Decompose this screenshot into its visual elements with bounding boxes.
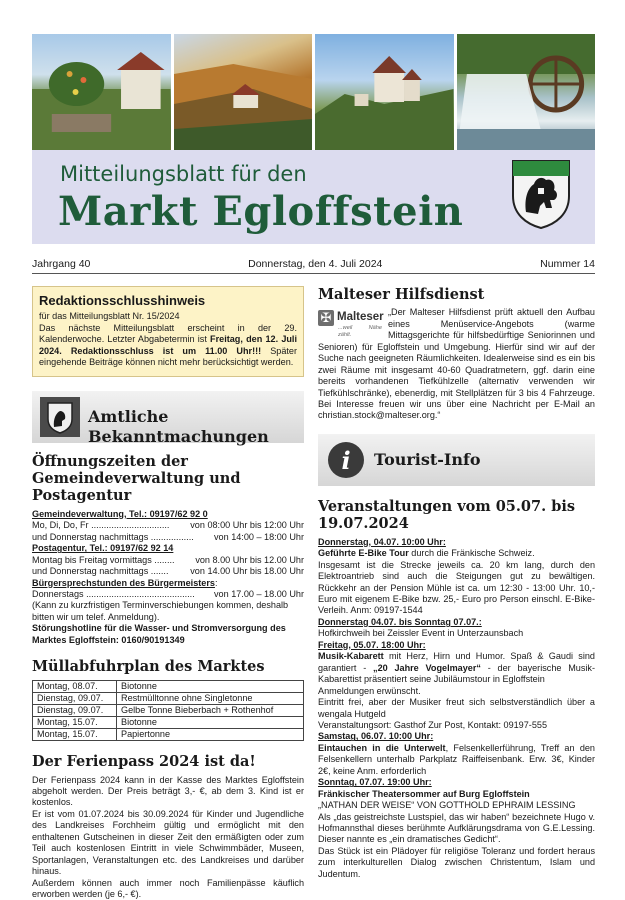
- svg-text:i: i: [341, 445, 351, 475]
- malteser-logo: [318, 308, 384, 339]
- waste-type: Biotonne: [117, 680, 304, 692]
- waste-date: Dienstag, 09.07.: [33, 692, 117, 704]
- event-1-text: Insgesamt ist die Strecke jeweils ca. 20 km lang, durch den Elektroantrieb sind auch die Steigungen gut zu bewältigen. Rückkehr an der Pension Mühle ist ca. um 12:30 - 13:00 Uhr. 10,- Euro mit eigenem E-Bike bzw. 25,- Euro pro Person einschl. E-Bike-Verleih. Anm: 09197-1544: [318, 559, 595, 616]
- bm-label-text: Bürgersprechstunden des Bürgermeisters: [32, 577, 215, 588]
- photo-waterwheel: [457, 34, 596, 150]
- waste-plan-title: Müllabfuhrplan des Marktes: [32, 658, 265, 676]
- bm-label: [32, 578, 304, 589]
- event-2-text: Hofkirchweih bei Zeissler Event in Unterzaunsbach: [318, 628, 524, 639]
- gv-row-1: [32, 520, 304, 531]
- table-row: [33, 680, 304, 692]
- event-4-text: [318, 743, 595, 777]
- waste-type: Biotonne: [117, 716, 304, 728]
- bm-row-hours: von 17.00 – 18.00 Uhr: [214, 588, 304, 599]
- malteser-logo-name: Malteser: [337, 311, 384, 324]
- masthead-title: Markt Egloffstein: [58, 188, 464, 235]
- event-5-date: Sonntag, 07.07. 19:00 Uhr:: [318, 777, 432, 788]
- ferienpass-title: Der Ferienpass 2024 ist da!: [32, 753, 256, 771]
- malteser-logo-tagline: ...weil Nähe zählt.: [338, 325, 382, 339]
- bm-note: (Kann zu kurzfristigen Terminverschiebungen kommen, deshalb bitten wir um telef. Anmeldung).: [32, 600, 289, 622]
- malteser-article: [318, 307, 595, 422]
- event-1-date: Donnerstag, 04.07. 10:00 Uhr:: [318, 536, 446, 547]
- malteser-text: „Der Malteser Hilfsdienst prüft aktuell den Aufbau eines Menüservice-Angebots (warme Mittagsgerichte für hilfsbedürftige Seniorinnen und Senioren) für Egloffstein und Umgebung. Hierfür sind wir auf der Suche nach geeigneten Räumlichkeiten. Idealerweise sind es ein bis zwei Räume mit insgesamt 40-60 Quadratmetern, ggf. darin eine bereits vorhandenen Tiefkühlzelle (alternativ verwenden wir Tiefkühlschränke), ebenerdig, mit Stellplätzen für 3 bis 4 Fahrzeuge. Bei Interesse freuen wir uns über eine Nachricht per E-Mail an christian.stock@malteser.org.“: [318, 307, 595, 421]
- table-row: [33, 704, 304, 716]
- event-1-head: [318, 548, 595, 559]
- pa-row-2: [32, 566, 304, 577]
- gv-row-1-hours: von 08:00 Uhr bis 12:00 Uhr: [190, 520, 304, 531]
- header-photo-strip: [32, 34, 595, 150]
- waste-date: Montag, 15.07.: [33, 716, 117, 728]
- table-row: [33, 729, 304, 741]
- waste-date: Montag, 15.07.: [33, 729, 117, 741]
- issue-number: Nummer 14: [540, 258, 595, 270]
- table-row: [33, 692, 304, 704]
- waste-date: Dienstag, 09.07.: [33, 704, 117, 716]
- gv-row-2-days: und Donnerstag nachmittags .................: [32, 531, 194, 542]
- info-icon: [326, 440, 366, 480]
- amtliche-title: Amtliche Bekanntmachungen: [88, 406, 269, 446]
- pa-row-1: [32, 555, 304, 566]
- events-title: Veranstaltungen vom 05.07. bis 19.07.2024: [318, 497, 576, 533]
- deadline-text: [39, 323, 297, 369]
- event-4-text-body: , Felsenkellerführung, Treff an den Felsenkellern unterhalb Parkplatz Raiffeisenbank. Erw. 3€, Kinder 2€, keine Anm. erforderlich: [318, 742, 595, 776]
- ferienpass-p2: Er ist vom 01.07.2024 bis 30.09.2024 für Kinder und Jugendliche des Landkreises Forchheim gültig und ermöglicht mit den enthaltenen Gutscheinen in dieser Zeit den ermäßigten oder zum Teil auch kostenlosen Eintritt in viele Schwimmbäder, Museen, Sportanlagen, Veranstaltungen etc. des Landkreises und darüber hinaus.: [32, 808, 304, 877]
- pa-row-1-days: Montag bis Freitag vormittags ........: [32, 554, 175, 565]
- ferienpass-p1: Der Ferienpass 2024 kann in der Kasse des Marktes Egloffstein abgeholt werden. Der Preis beträgt 3,- €, ab dem 3. Kind ist er kostenlos.: [32, 774, 304, 808]
- event-3-quote: „20 Jahre Vogelmayer“: [373, 662, 481, 673]
- issue-volume: Jahrgang 40: [32, 258, 91, 270]
- masthead-banner: [32, 150, 595, 244]
- bm-row: [32, 589, 304, 600]
- event-4-title: Eintauchen in die Unterwelt: [318, 742, 446, 753]
- event-1-title: Geführte E-Bike Tour: [318, 548, 409, 559]
- event-4-date: Samstag, 06.07. 10:00 Uhr:: [318, 731, 434, 742]
- deadline-text-a: Das nächste Mitteilungsblatt erscheint in der 29. Kalenderwoche. Letzter Abgabetermin ist: [39, 322, 297, 345]
- waste-plan-table: [32, 680, 304, 741]
- maltese-cross-icon: ✠: [318, 310, 334, 326]
- event-3-venue: Veranstaltungsort: Gasthof Zur Post, Kontakt: 09197-555: [318, 719, 547, 730]
- event-3-date: Freitag, 05.07. 18:00 Uhr:: [318, 639, 426, 650]
- deadline-subtitle: für das Mitteilungsblatt Nr. 15/2024: [39, 311, 180, 322]
- issue-meta: [32, 258, 595, 274]
- event-3-title: Musik-Kabarett: [318, 651, 384, 662]
- malteser-title: Malteser Hilfsdienst: [318, 286, 485, 303]
- bm-row-days: Donnerstags ...........................................: [32, 588, 195, 599]
- event-5-text-b: Das Stück ist ein Plädoyer für religiöse Toleranz und fordert heraus zum interkulturellen Dialog zwischen Christentum, Islam und Judentum.: [318, 845, 595, 879]
- photo-autumn-valley: [174, 34, 313, 150]
- pa-row-1-hours: von 8.00 Uhr bis 12.00 Uhr: [195, 554, 304, 565]
- amtliche-section-band: [32, 391, 304, 446]
- left-column: [32, 286, 304, 900]
- gv-row-2: [32, 532, 304, 543]
- deadline-notice-box: [32, 286, 304, 377]
- tourist-title: Tourist-Info: [374, 449, 481, 469]
- deadline-text-d: Später eingehende Beiträge können nicht mehr berücksichtigt werden.: [39, 345, 297, 368]
- masthead-subtitle: Mitteilungsblatt für den: [60, 162, 307, 186]
- event-3-registration: Anmeldungen erwünscht.: [318, 685, 421, 696]
- ferienpass-p3: Außerdem können auch immer noch Familienpässe käuflich erworben werden (je 6,- €).: [32, 877, 304, 900]
- event-1-title-rest: durch die Fränkische Schweiz.: [408, 548, 535, 559]
- waste-type: Gelbe Tonne Bieberbach + Rothenhof: [117, 704, 304, 716]
- event-2-date: Donnerstag 04.07. bis Sonntag 07.07.:: [318, 616, 482, 627]
- pa-phone-label: Postagentur, Tel.: 09197/62 92 14: [32, 543, 174, 554]
- gv-row-2-hours: von 14:00 – 18:00 Uhr: [214, 531, 304, 542]
- waste-type: Papiertonne: [117, 729, 304, 741]
- event-3-text-a: mit Herz, Hirn und Humor. Spaß & Gaudi sind garantiert -: [318, 651, 595, 673]
- deadline-title: Redaktionsschlusshinweis: [39, 293, 206, 308]
- photo-easter-fountain: [32, 34, 171, 150]
- gv-phone-label: Gemeindeverwaltung, Tel.: 09197/62 92 0: [32, 508, 208, 519]
- table-row: [33, 716, 304, 728]
- waste-type: Restmülltonne ohne Singletonne: [117, 692, 304, 704]
- waste-date: Montag, 08.07.: [33, 680, 117, 692]
- pa-row-2-days: und Donnerstag nachmittags .......: [32, 566, 169, 577]
- event-5-text-a: Als „das geistreichste Lustspiel, das wir haben“ bezeichnete Hugo v. Hofmannsthal dieses berühmte Aufklärungsdrama von G.E.Lessing. Dieser nannte es „ein dramatisches Gedicht“.: [318, 811, 595, 845]
- event-5-title: Fränkischer Theatersommer auf Burg Egloffstein: [318, 788, 530, 799]
- gv-row-1-days: Mo, Di, Do, Fr ...............................: [32, 520, 170, 531]
- event-3-text-b: - der bayerische Musik-Kabarettist präsentiert seine Jubiläumstour in Egloffstein: [318, 662, 595, 685]
- coat-of-arms-small-icon: [40, 397, 80, 437]
- bm-label-colon: :: [214, 577, 218, 588]
- deadline-date: Freitag, den 12. Juli 2024.: [39, 334, 297, 356]
- deadline-time: Redaktionsschluss ist um 11.00 Uhr!!!: [70, 345, 262, 356]
- event-3-admission: Eintritt frei, aber der Musiker freut sich selbstverständlich über a wengala Hutgeld: [318, 697, 595, 719]
- coat-of-arms-icon: [510, 158, 572, 230]
- hotline: Störungshotline für die Wasser- und Stromversorgung des Marktes Egloffstein: 0160/90191349: [32, 623, 286, 645]
- issue-date: Donnerstag, den 4. Juli 2024: [248, 258, 383, 270]
- tourist-section-band: [318, 434, 595, 486]
- right-column: [318, 286, 595, 880]
- photo-castle: [315, 34, 454, 150]
- pa-row-2-hours: von 14.00 Uhr bis 18.00 Uhr: [190, 566, 304, 577]
- event-3-text: [318, 651, 595, 685]
- opening-hours-title: Öffnungszeiten der Gemeindeverwaltung und Postagentur: [32, 452, 241, 505]
- event-5-play: „NATHAN DER WEISE“ VON GOTTHOLD EPHRAIM LESSING: [318, 800, 576, 811]
